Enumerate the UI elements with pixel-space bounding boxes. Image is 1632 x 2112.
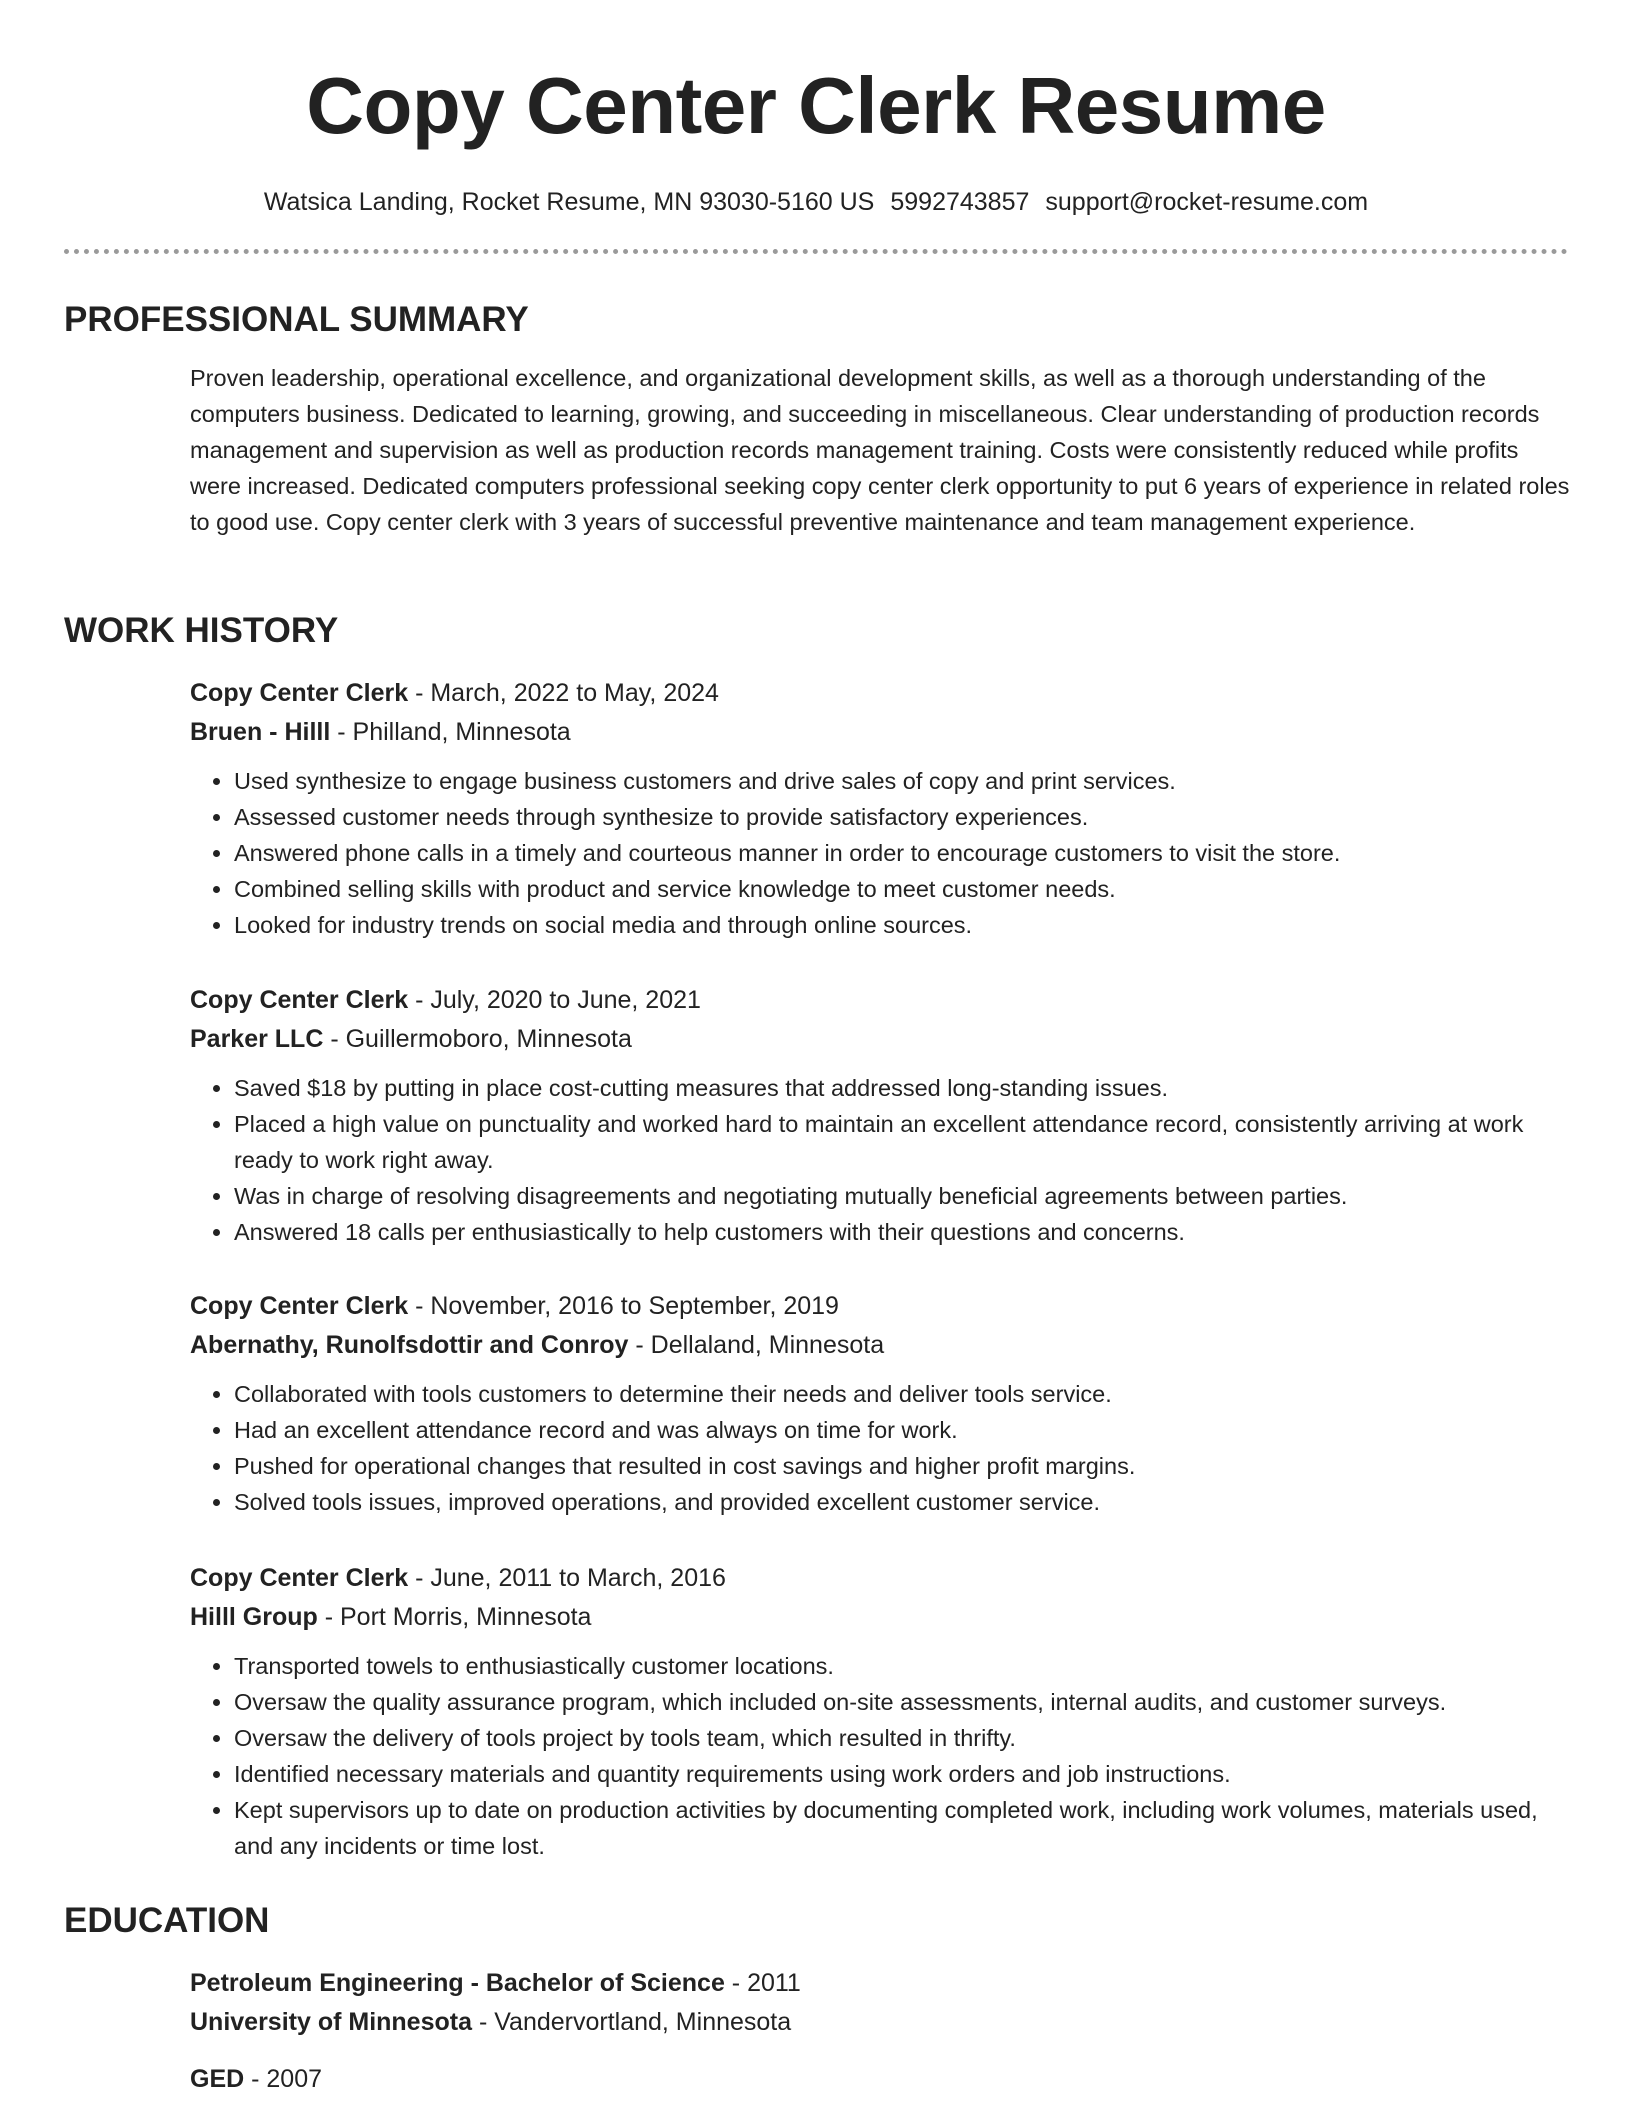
degree-name: Petroleum Engineering - Bachelor of Science: [190, 1969, 725, 1997]
education-entry: [64, 2060, 1568, 2099]
job-title-line: [190, 674, 1570, 713]
bullet-item: • Had an excellent attendance record and was always on time for work.: [234, 1412, 1570, 1448]
job-bullets: [190, 1376, 1570, 1520]
contact-line: [0, 186, 1632, 218]
work-history-heading: WORK HISTORY: [64, 611, 339, 650]
job-company-line: [190, 1598, 1570, 1637]
job-company-line: [190, 713, 1570, 752]
bullet-item: • Oversaw the quality assurance program, which included on-site assessments, internal audits, and customer surveys.: [234, 1684, 1570, 1720]
job-bullets: [190, 763, 1570, 943]
job-entry: [64, 674, 1568, 943]
bullet-item: • Solved tools issues, improved operations, and provided excellent customer service.: [234, 1484, 1570, 1520]
page-title: Copy Center Clerk Resume: [306, 61, 1326, 150]
bullet-item: • Assessed customer needs through synthesize to provide satisfactory experiences.: [234, 799, 1570, 835]
bullet-item: • Looked for industry trends on social media and through online sources.: [234, 907, 1570, 943]
degree-line: [190, 2060, 1570, 2099]
job-location: - Philland, Minnesota: [330, 718, 571, 746]
bullet-item: • Collaborated with tools customers to determine their needs and deliver tools service.: [234, 1376, 1570, 1412]
work-history-section: [64, 610, 1568, 652]
resume-header: [0, 0, 1632, 218]
bullet-item: • Placed a high value on punctuality and worked hard to maintain an excellent attendance record, consistently arriving at work ready to work right away.: [234, 1106, 1570, 1178]
bullet-item: • Was in charge of resolving disagreements and negotiating mutually beneficial agreements between parties.: [234, 1178, 1570, 1214]
job-company-line: [190, 1020, 1570, 1059]
job-company: Abernathy, Runolfsdottir and Conroy: [190, 1331, 629, 1359]
job-title-line: [190, 1559, 1570, 1598]
school-line: [190, 2003, 1570, 2042]
bullet-item: • Answered 18 calls per enthusiastically to help customers with their questions and concerns.: [234, 1214, 1570, 1250]
job-dates: - November, 2016 to September, 2019: [408, 1292, 839, 1320]
job-company-line: [190, 1326, 1570, 1365]
bullet-item: • Saved $18 by putting in place cost-cutting measures that addressed long-standing issues.: [234, 1070, 1570, 1106]
job-dates: - June, 2011 to March, 2016: [408, 1564, 726, 1592]
bullet-item: • Pushed for operational changes that resulted in cost savings and higher profit margins.: [234, 1448, 1570, 1484]
contact-address: Watsica Landing, Rocket Resume, MN 93030-5160 US: [263, 188, 875, 216]
bullet-item: • Combined selling skills with product and service knowledge to meet customer needs.: [234, 871, 1570, 907]
job-dates: - July, 2020 to June, 2021: [408, 986, 701, 1014]
bullet-item: • Answered phone calls in a timely and courteous manner in order to encourage customers to visit the store.: [234, 835, 1570, 871]
job-title: Copy Center Clerk: [190, 986, 409, 1014]
school-location: - Vandervortland, Minnesota: [472, 2008, 792, 2036]
job-title: Copy Center Clerk: [190, 679, 409, 707]
bullet-item: • Transported towels to enthusiastically customer locations.: [234, 1648, 1570, 1684]
degree-year: - 2011: [724, 1969, 801, 1997]
contact-phone: 5992743857: [890, 188, 1030, 216]
bullet-item: • Identified necessary materials and quantity requirements using work orders and job instructions.: [234, 1756, 1570, 1792]
education-heading: EDUCATION: [64, 1901, 270, 1940]
job-company: Parker LLC: [190, 1025, 324, 1053]
job-location: - Dellaland, Minnesota: [628, 1331, 885, 1359]
school-name: University of Minnesota: [190, 2008, 472, 2036]
summary-text: Proven leadership, operational excellence, and organizational development skills, as well as a thorough understanding of the computers business. Dedicated to learning, growing, and succeeding in miscellaneous. Clear understanding of production records management and supervision as well as production records management training. Costs were consistently reduced while profits were increased. Dedicated computers professional seeking copy center clerk opportunity to put 6 years of experience in related roles to good use. Copy center clerk with 3 years of successful preventive maintenance and team management experience.: [190, 365, 1570, 535]
job-location: - Guillermoboro, Minnesota: [323, 1025, 632, 1053]
job-entry: [64, 1559, 1568, 1864]
job-company: Bruen - Hilll: [190, 718, 331, 746]
job-title: Copy Center Clerk: [190, 1564, 409, 1592]
job-bullets: [190, 1648, 1570, 1864]
bullet-item: • Kept supervisors up to date on production activities by documenting completed work, including work volumes, materials used, and any incidents or time lost.: [234, 1792, 1570, 1864]
degree-year: - 2007: [244, 2065, 323, 2093]
bullet-item: • Oversaw the delivery of tools project by tools team, which resulted in thrifty.: [234, 1720, 1570, 1756]
job-title-line: [190, 981, 1570, 1020]
job-company: Hilll Group: [190, 1603, 318, 1631]
job-location: - Port Morris, Minnesota: [317, 1603, 592, 1631]
job-bullets: [190, 1070, 1570, 1250]
education-section: [64, 1900, 1568, 1942]
degree-name: GED: [190, 2065, 245, 2093]
contact-email: support@rocket-resume.com: [1045, 188, 1369, 216]
job-entry: [64, 1287, 1568, 1520]
degree-line: [190, 1964, 1570, 2003]
bullet-item: • Used synthesize to engage business customers and drive sales of copy and print services.: [234, 763, 1570, 799]
job-dates: - March, 2022 to May, 2024: [408, 679, 719, 707]
job-title: Copy Center Clerk: [190, 1292, 409, 1320]
summary-heading: PROFESSIONAL SUMMARY: [64, 300, 529, 339]
summary-section: [64, 299, 1568, 540]
header-divider: [64, 249, 1568, 254]
job-title-line: [190, 1287, 1570, 1326]
education-entry: [64, 1964, 1568, 2042]
job-entry: [64, 981, 1568, 1250]
